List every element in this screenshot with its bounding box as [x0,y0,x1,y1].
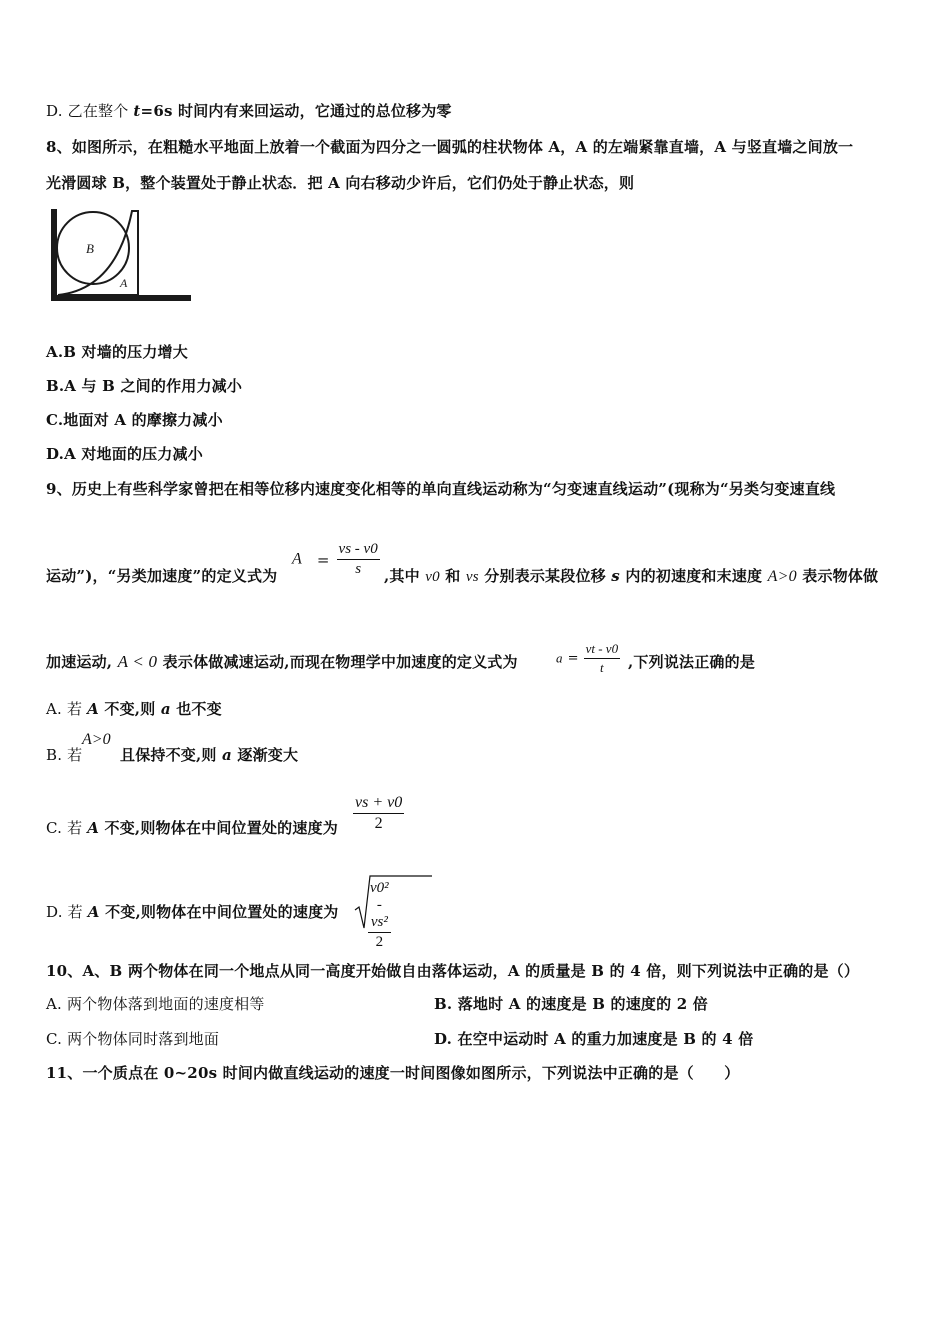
A-def-eq: = [316,550,330,569]
q11-stem: 11、一个质点在 0~20s 时间内做直线运动的速度一时间图像如图所示，下列说法中正确的是（ ） [46,1064,740,1082]
q9-option-d-A: A [87,903,100,921]
q9-option-b [46,745,82,765]
q8-option-b: B.A 与 B 之间的作用力减小 [46,377,243,395]
q9-option-b-mid: 且保持不变,则 [120,746,223,764]
cond-negative: A < 0 [117,652,158,671]
wall-shape [51,209,57,301]
q9-line3 [46,652,518,672]
q9-line3-end: ,下列说法正确的是 [628,653,756,671]
q7-option-d [46,101,452,121]
q9-line2-and: 和 [445,567,461,585]
option-d-denominator: 2 [375,934,384,950]
q9-option-c [46,818,338,838]
q8-option-c: C.地面对 A 的摩擦力减小 [46,411,223,429]
option-c-numerator: vs + v0 [353,794,404,814]
q10-option-b: B. 落地时 A 的速度是 B 的速度的 2 倍 [434,995,709,1013]
q9-line2-part1: 运动”)，“另类加速度”的定义式为 [46,567,278,585]
q9-line3-part2: 表示体做减速运动,而现在物理学中加速度的定义式为 [162,653,518,671]
q8-figure [46,207,196,311]
q9-option-b-tail: 逐渐变大 [231,746,299,764]
q10-option-c: C. 两个物体同时落到地面 [46,1030,220,1048]
q9-option-c-fraction [353,794,404,833]
q8-option-d: D.A 对地面的压力减小 [46,445,203,463]
q9-option-d-rest: 不变,则物体在中间位置处的速度为 [99,903,339,921]
option-c-denominator: 2 [374,815,383,832]
A-def-numerator: vs - v0 [337,541,380,560]
q9-a-definition [556,641,620,676]
q7-option-d-rest: =6s 时间内有来回运动，它通过的总位移为零 [140,102,452,120]
option-d-frac [368,880,391,951]
q8-stem-line1: 8、如图所示，在粗糙水平地面上放着一个截面为四分之一圆弧的柱状物体 A，A 的左端紧靠直墙，A 与竖直墙之间放一 [46,138,854,156]
q9-line3-part1: 加速运动, [46,653,113,671]
q9-option-c-A: A [87,819,100,837]
A-def-fraction [337,541,380,578]
a-def-eq: = [567,651,579,666]
option-c-frac [353,794,404,833]
q10-option-d: D. 在空中运动时 A 的重力加速度是 B 的 4 倍 [434,1030,754,1048]
q9-option-b-prefix: B. 若 [46,746,83,764]
q9-line2-part5: 表示物体做 [802,567,879,585]
q9-line2-part2: ,其中 [384,567,420,585]
q9-line2-rest [384,566,878,587]
q9-option-a-rest: 也不变 [170,700,222,718]
q9-option-c-rest: 不变,则物体在中间位置处的速度为 [99,819,338,837]
q9-line2 [46,566,277,586]
q9-option-b-cond: A>0 [82,731,111,748]
cond-positive: A>0 [767,568,797,585]
q8-figure-svg [46,207,196,307]
block-label: A [120,276,128,290]
vs-symbol: vs [465,569,479,585]
a-def-denominator: t [600,660,604,675]
q9-option-b-rest [120,745,298,765]
q9-option-c-prefix: C. 若 [46,819,88,837]
q9-option-a-a: a [160,700,171,718]
q7-option-d-var: t [133,102,141,120]
a-def-numerator: vt - v0 [584,641,620,659]
A-def-denominator: s [355,561,362,577]
q9-A-definition [292,541,380,578]
A-def-lhs: A [292,550,302,568]
q8-option-a: A.B 对墙的压力增大 [46,343,188,361]
q10-option-a: A. 两个物体落到地面的速度相等 [46,995,265,1013]
sqrt-icon [354,874,434,934]
q9-option-a-mid: 不变,则 [98,700,161,718]
q9-option-a [46,699,222,719]
q9-line2-part4: 内的初速度和末速度 [625,567,763,585]
q7-option-d-prefix: D. 乙在整个 [46,102,134,120]
q9-option-d [46,902,339,922]
q10-stem: 10、A、B 两个物体在同一个地点从同一高度开始做自由落体运动，A 的质量是 B 的 4 倍，则下列说法中正确的是（） [46,962,860,980]
q9-option-a-prefix: A. 若 [46,700,88,718]
q9-option-d-prefix: D. 若 [46,903,88,921]
q8-stem-line2: 光滑圆球 B，整个装置处于静止状态．把 A 向右移动少许后，它们仍处于静止状态，则 [46,174,635,192]
q9-option-a-A: A [87,700,99,718]
a-def-fraction [584,641,620,676]
ball-label: B [86,241,94,256]
q9-stem-line1: 9、历史上有些科学家曾把在相等位移内速度变化相等的单向直线运动称为“匀变速直线运动”(现称为“另类匀变速直线 [46,480,836,498]
s-symbol: s [611,567,620,585]
a-def-lhs: a [556,650,563,666]
v0-symbol: v0 [425,569,440,585]
option-d-numerator: v0² - vs² [368,880,391,933]
q9-option-b-a: a [222,746,232,764]
q9-line2-part3: 分别表示某段位移 [484,567,606,585]
